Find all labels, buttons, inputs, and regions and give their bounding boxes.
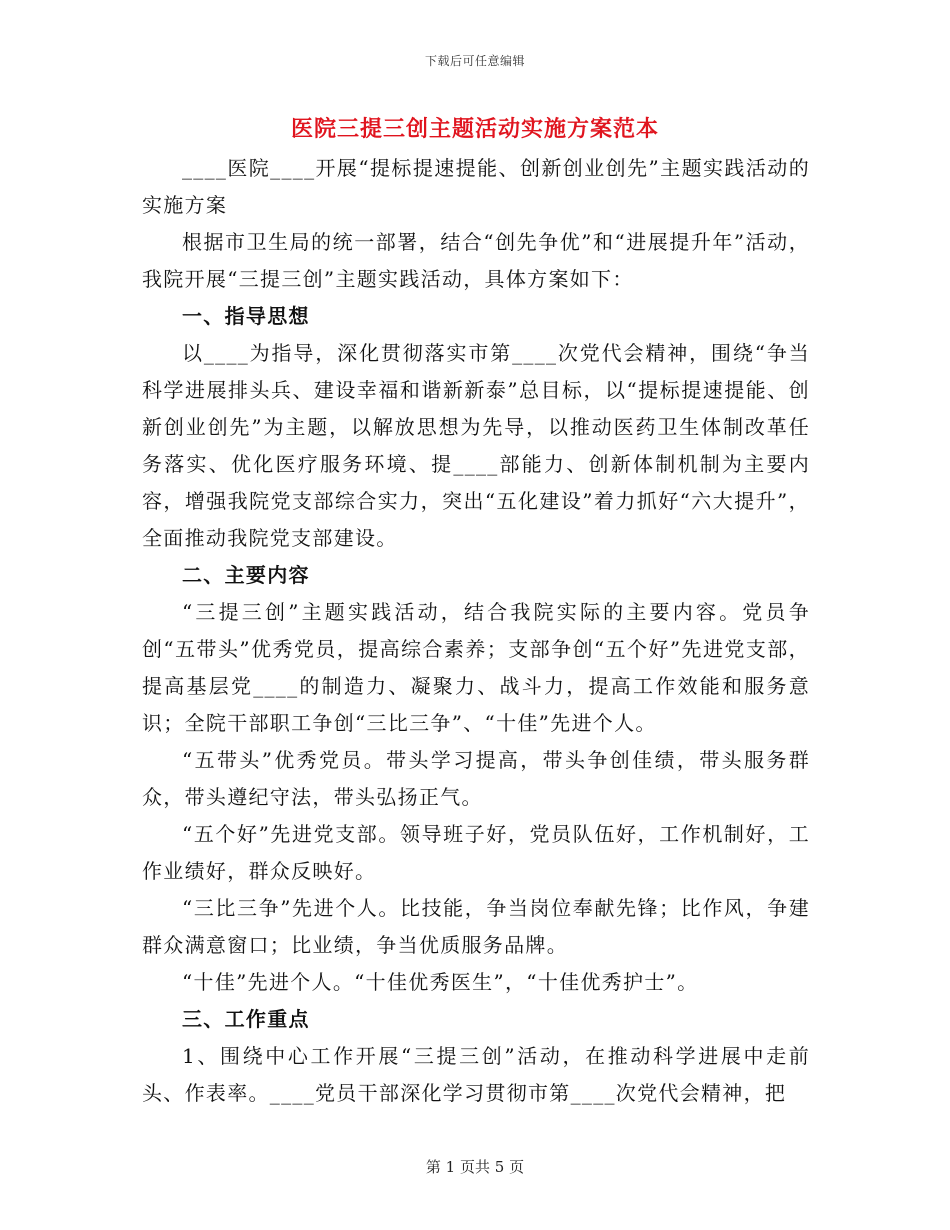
paragraph-top-ten: “十佳”先进个人。“十佳优秀医生”，“十佳优秀护士”。 — [182, 970, 699, 994]
page-number: 第 1 页共 5 页 — [425, 1158, 525, 1176]
paragraph-work-item-1: 1、围绕中心工作开展“三提三创”活动，在推动科学进展中走前头、作表率。____党员干部深化学习贯彻市第____次党代会精神，把 — [142, 1044, 810, 1105]
header-note: 下载后可任意编辑 — [424, 54, 525, 68]
section-heading-guiding: 一、指导思想 — [182, 304, 310, 328]
paragraph-three-compare: “三比三争”先进个人。比技能，争当岗位奉献先锋；比作风，争建群众满意窗口；比业绩，争当优质服务品牌。 — [142, 896, 810, 957]
paragraph-five-goods: “五个好”先进党支部。领导班子好，党员队伍好，工作机制好，工作业绩好，群众反映好。 — [142, 822, 810, 883]
section-heading-work: 三、工作重点 — [182, 1007, 310, 1031]
paragraph-five-leads: “五带头”优秀党员。带头学习提高，带头争创佳绩，带头服务群众，带头遵纪守法，带头弘扬正气。 — [142, 748, 810, 809]
paragraph-guiding: 以____为指导，深化贯彻落实市第____次党代会精神，围绕“争当科学进展排头兵、建设幸福和谐新新泰”总目标，以“提标提速提能、创新创业创先”为主题，以解放思想为先导，以推动医药卫生体制改革任务落实、优化医疗服务环境、提____部能力、创新体制机制为主要内容，增强我院党支部综合实力，突出“五化建设”着力抓好“六大提升”，全面推动我院党支部建设。 — [142, 341, 810, 550]
paragraph-background: 根据市卫生局的统一部署，结合“创先争优”和“进展提升年”活动，我院开展“三提三创”主题实践活动，具体方案如下： — [142, 230, 810, 291]
paragraph-intro: ____医院____开展“提标提速提能、创新创业创先”主题实践活动的实施方案 — [142, 156, 810, 217]
document-body — [142, 150, 810, 1112]
paragraph-content: “三提三创”主题实践活动，结合我院实际的主要内容。党员争创“五带头”优秀党员，提高综合素养；支部争创“五个好”先进党支部，提高基层党____的制造力、凝聚力、战斗力，提高工作效能和服务意识；全院干部职工争创“三比三争”、“十佳”先进个人。 — [142, 600, 810, 735]
section-heading-content: 二、主要内容 — [182, 563, 310, 587]
document-title: 医院三提三创主题活动实施方案范本 — [290, 116, 659, 142]
